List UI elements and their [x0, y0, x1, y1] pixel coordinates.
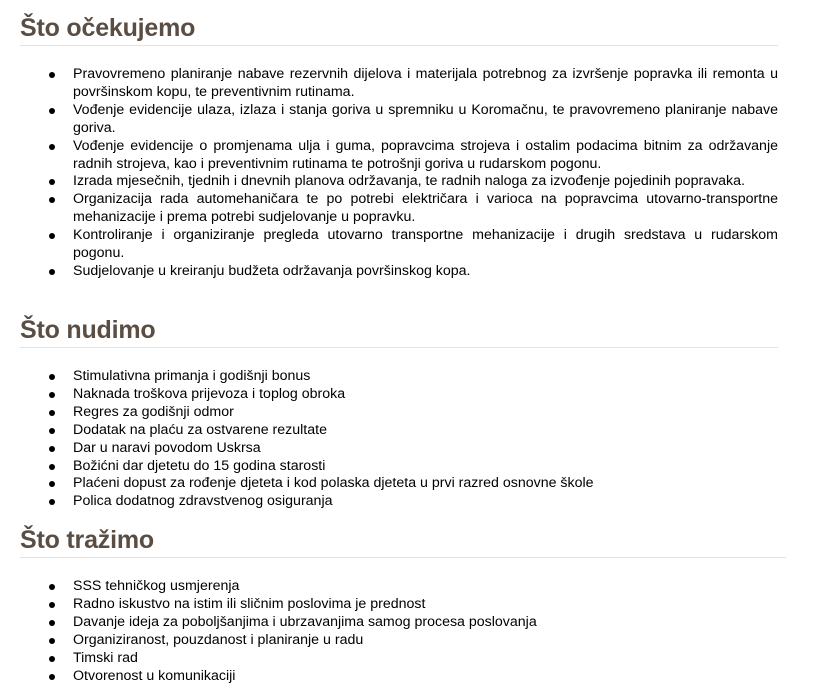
list-item — [20, 422, 778, 440]
bullet-icon — [49, 72, 55, 78]
list-item-text: Regres za godišnji odmor — [73, 403, 234, 420]
list-item — [20, 227, 778, 263]
bullet-icon — [49, 464, 55, 470]
list-item-text: Izrada mjesečnih, tjednih i dnevnih planova održavanja, te radnih naloga za izvođenje pojedinih popravaka. — [73, 173, 745, 190]
bullet-icon — [49, 179, 55, 185]
list-item-text: SSS tehničkog usmjerenja — [73, 578, 240, 594]
bullet-icon — [49, 620, 55, 626]
list-item — [20, 368, 778, 386]
list-item — [20, 386, 778, 404]
list-item-text: Dodatak na plaću za ostvarene rezultate — [73, 421, 327, 438]
list-item — [20, 66, 778, 102]
list-item — [20, 263, 778, 281]
list-item-text: Plaćeni dopust za rođenje djeteta i kod polaska djeteta u prvi razred osnovne škole — [73, 475, 594, 492]
list-item — [20, 404, 778, 422]
list-item — [20, 596, 786, 614]
list-item — [20, 614, 786, 632]
section-what-we-offer — [20, 315, 778, 511]
bullet-icon — [49, 674, 55, 680]
bullet-icon — [49, 638, 55, 644]
list-item-text: Polica dodatnog zdravstvenog osiguranja — [73, 493, 333, 510]
list-item-text: Naknada troškova prijevoza i toplog obroka — [73, 385, 346, 402]
expectations-list — [20, 66, 778, 281]
bullet-icon — [49, 428, 55, 434]
list-item-text: Otvorenost u komunikaciji — [73, 667, 236, 684]
bullet-icon — [49, 410, 55, 416]
section-heading: Što tražimo — [20, 526, 154, 554]
section-heading: Što očekujemo — [20, 14, 196, 42]
list-item-text: Sudjelovanje u kreiranju budžeta održavanja površinskog kopa. — [73, 262, 471, 279]
list-item — [20, 440, 778, 458]
list-item-text: Organizacija rada automehaničara te po potrebi električara i varioca na popravcima utovarno-transportne mehanizacije i prema potrebi sudjelovanje u popravku. — [73, 191, 778, 226]
bullet-icon — [49, 656, 55, 662]
list-item-text: Božićni dar djetetu do 15 godina starosti — [73, 457, 326, 474]
bullet-icon — [49, 602, 55, 608]
bullet-icon — [49, 446, 55, 452]
list-item-text: Vođenje evidencije ulaza, izlaza i stanja goriva u spremniku u Koromačnu, te pravovremeno planiranje nabave goriva. — [73, 101, 778, 136]
list-item — [20, 578, 786, 596]
bullet-icon — [49, 269, 55, 275]
section-divider — [20, 45, 778, 46]
list-item — [20, 493, 778, 511]
list-item-text: Davanje ideja za poboljšanjima i ubrzavanjima samog procesa poslovanja — [73, 613, 537, 630]
requirements-list — [20, 578, 786, 685]
bullet-icon — [49, 144, 55, 150]
bullet-icon — [49, 499, 55, 505]
section-what-we-seek — [20, 525, 786, 685]
list-item — [20, 173, 778, 191]
section-divider — [20, 347, 778, 348]
list-item-text: Stimulativna primanja i godišnji bonus — [73, 368, 311, 384]
section-divider — [20, 557, 786, 558]
bullet-icon — [49, 481, 55, 487]
section-what-we-expect — [20, 13, 778, 281]
bullet-icon — [49, 374, 55, 380]
list-item-text: Radno iskustvo na istim ili sličnim poslovima je prednost — [73, 595, 426, 612]
list-item-text: Kontroliranje i organiziranje pregleda utovarno transportne mehanizacije i drugih sredstava u rudarskom pogonu. — [73, 227, 778, 262]
list-item — [20, 102, 778, 138]
list-item — [20, 458, 778, 476]
bullet-icon — [49, 197, 55, 203]
list-item-text: Dar u naravi povodom Uskrsa — [73, 439, 261, 456]
list-item — [20, 475, 778, 493]
offers-list — [20, 368, 778, 511]
list-item — [20, 650, 786, 668]
bullet-icon — [49, 108, 55, 114]
section-heading: Što nudimo — [20, 316, 156, 344]
list-item-text: Pravovremeno planiranje nabave rezervnih dijelova i materijala potrebnog za izvršenje popravka ili remonta u površinskom kopu, te preventivnim rutinama. — [73, 66, 778, 100]
list-item-text: Timski rad — [73, 649, 138, 666]
bullet-icon — [49, 392, 55, 398]
list-item — [20, 138, 778, 174]
list-item — [20, 632, 786, 650]
list-item-text: Organiziranost, pouzdanost i planiranje u radu — [73, 631, 364, 648]
list-item — [20, 191, 778, 227]
bullet-icon — [49, 233, 55, 239]
list-item-text: Vođenje evidencije o promjenama ulja i guma, popravcima strojeva i ostalim podacima bitnim za održavanje radnih strojeva, kao i preventivnim rutinama te potrošnji goriva u rudarskom pogonu. — [73, 137, 778, 172]
list-item — [20, 668, 786, 686]
bullet-icon — [49, 584, 55, 590]
